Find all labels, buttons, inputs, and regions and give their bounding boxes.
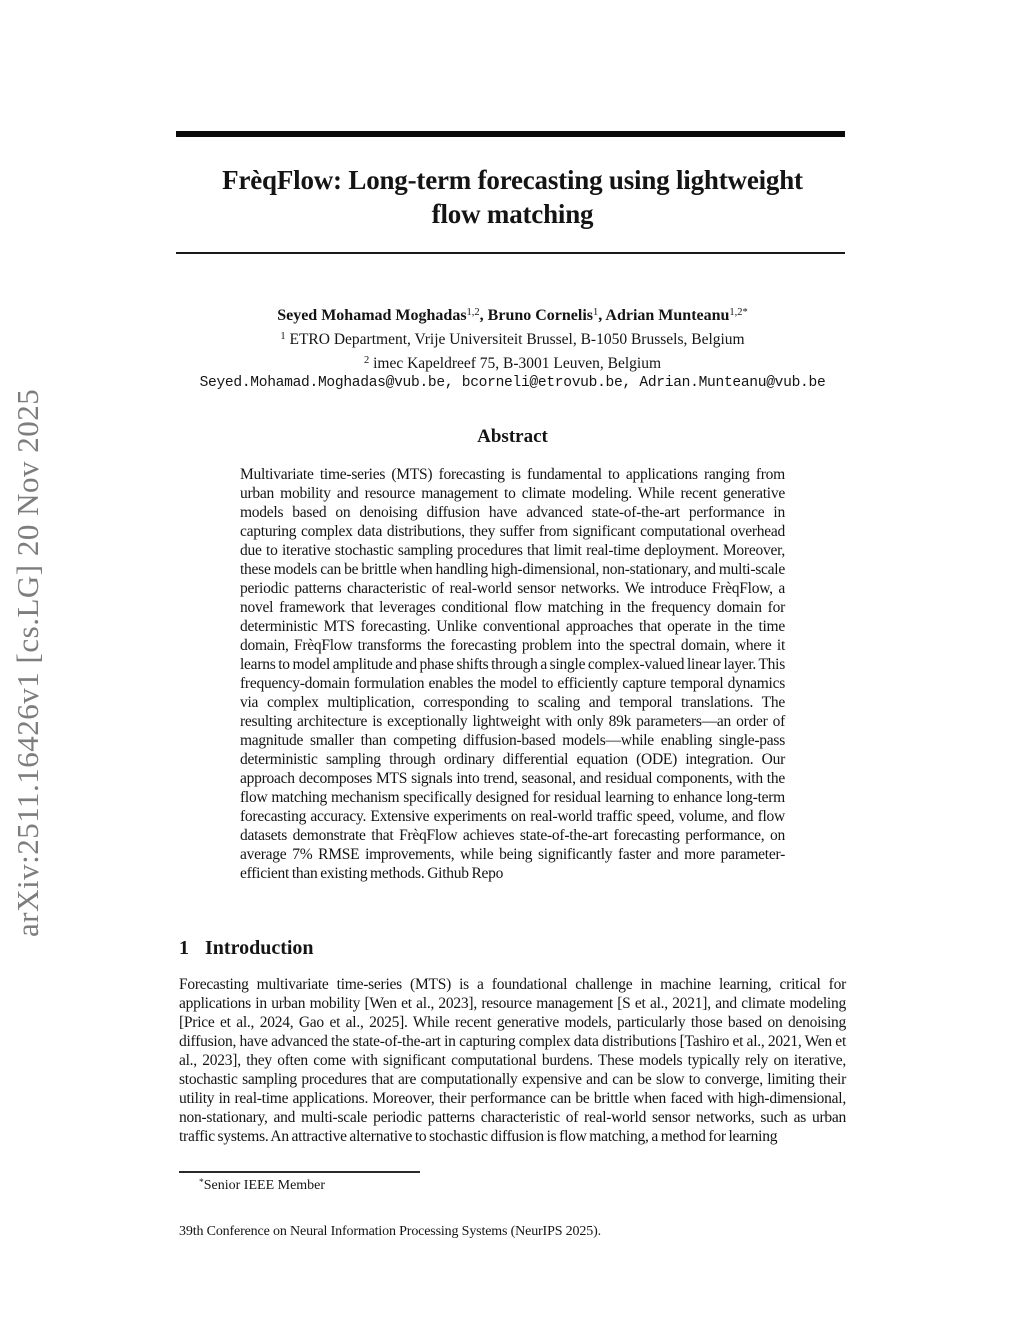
affiliation-sup-2: 2 [363, 355, 370, 366]
section-number: 1 [179, 937, 189, 959]
author-name-3: Adrian Munteanu [605, 307, 730, 324]
affiliation-sup-1: 1 [280, 331, 286, 342]
emails-line: Seyed.Mohamad.Moghadas@vub.be, bcorneli@etrovub.be, Adrian.Munteanu@vub.be [199, 375, 826, 391]
title-rule-top [176, 131, 845, 137]
author-affil-sup-3: 1,2* [729, 307, 748, 318]
affiliation-text-1: ETRO Department, Vrije Universiteit Brussel, B-1050 Brussels, Belgium [285, 331, 745, 348]
intro-paragraph: Forecasting multivariate time-series (MTS) is a foundational challenge in machine learning, critical for applications in urban mobility [Wen et al., 2023], resource management [S et al., 2021], and climate modeling [Price et al., 2024, Gao et al., 2025]. While recent generative models, particularly those based on denoising diffusion, have advanced the state-of-the-art in capturing complex data distributions [Tashiro et al., 2021, Wen et al., 2023], they often come with significant computational burdens. These models typically rely on iterative, stochastic sampling procedures that are computationally expensive and can be slow to converge, limiting their utility in real-time applications. Moreover, their performance can be brittle when faced with high-dimensional, non-stationary, and multi-scale periodic patterns characteristic of real-world sensor networks, such as urban traffic systems. An attractive alternative to stochastic diffusion is flow matching, a method for learning [179, 976, 846, 1145]
affiliation-line-1 [180, 326, 845, 350]
author-affil-sup-1: 1,2 [466, 307, 480, 318]
author-separator-1: , [479, 307, 488, 324]
section-title: Introduction [205, 937, 314, 959]
section-1-heading [179, 937, 314, 960]
paper-title-line2: flow matching [431, 199, 594, 229]
author-separator-2: , [598, 307, 606, 324]
footnote-text: Senior IEEE Member [203, 1178, 326, 1193]
abstract-heading: Abstract [477, 426, 548, 447]
author-names-line [180, 302, 845, 326]
author-affil-sup-2: 1 [593, 307, 599, 318]
footnote [179, 1178, 325, 1194]
abstract-body [240, 465, 785, 883]
abstract-text: Multivariate time-series (MTS) forecasting is fundamental to applications ranging from urban mobility and resource management to climate modeling. While recent generative models based on denoising diffusion have advanced state-of-the-art performance in capturing complex data distributions, they suffer from significant computational overhead due to iterative stochastic sampling procedures that limit real-time deployment. Moreover, these models can be brittle when handling high-dimensional, non-stationary, and multi-scale periodic patterns characteristic of real-world sensor networks. We introduce FrèqFlow, a novel framework that leverages conditional flow matching in the frequency domain for deterministic MTS forecasting. Unlike conventional approaches that operate in the time domain, FrèqFlow transforms the forecasting problem into the spectral domain, where it learns to model amplitude and phase shifts through a single complex-valued linear layer. This frequency-domain formulation enables the model to efficiently capture temporal dynamics via complex multiplication, corresponding to scaling and temporal translations. The resulting architecture is exceptionally lightweight with only 89k parameters—an order of magnitude smaller than competing diffusion-based models—while enabling single-pass deterministic sampling through ordinary differential equation (ODE) integration. Our approach decomposes MTS signals into trend, seasonal, and residual components, with the flow matching mechanism specifically designed for residual learning to enhance long-term forecasting accuracy. Extensive experiments on real-world traffic speed, volume, and flow datasets demonstrate that FrèqFlow achieves state-of-the-art forecasting performance, on average 7% RMSE improvements, while being significantly faster and more parameter-efficient than existing methods. [240, 466, 786, 882]
affiliation-line-2 [180, 350, 845, 374]
paper-title-line1: FrèqFlow: Long-term forecasting using lightweight [222, 165, 803, 195]
affiliation-text-2: imec Kapeldreef 75, B-3001 Leuven, Belgium [369, 355, 662, 372]
title-rule-bottom [176, 252, 845, 254]
footnote-rule [179, 1171, 420, 1173]
github-repo-link[interactable]: Github Repo [427, 865, 504, 882]
author-name-1: Seyed Mohamad Moghadas [277, 307, 467, 324]
paper-title [180, 163, 845, 231]
footnote-marker: * [199, 1178, 204, 1188]
arxiv-watermark: arXiv:2511.16426v1 [cs.LG] 20 Nov 2025 [10, 388, 45, 938]
conference-footer: 39th Conference on Neural Information Processing Systems (NeurIPS 2025). [179, 1224, 601, 1239]
authors-block [180, 302, 845, 393]
author-name-2: Bruno Cornelis [487, 307, 594, 324]
